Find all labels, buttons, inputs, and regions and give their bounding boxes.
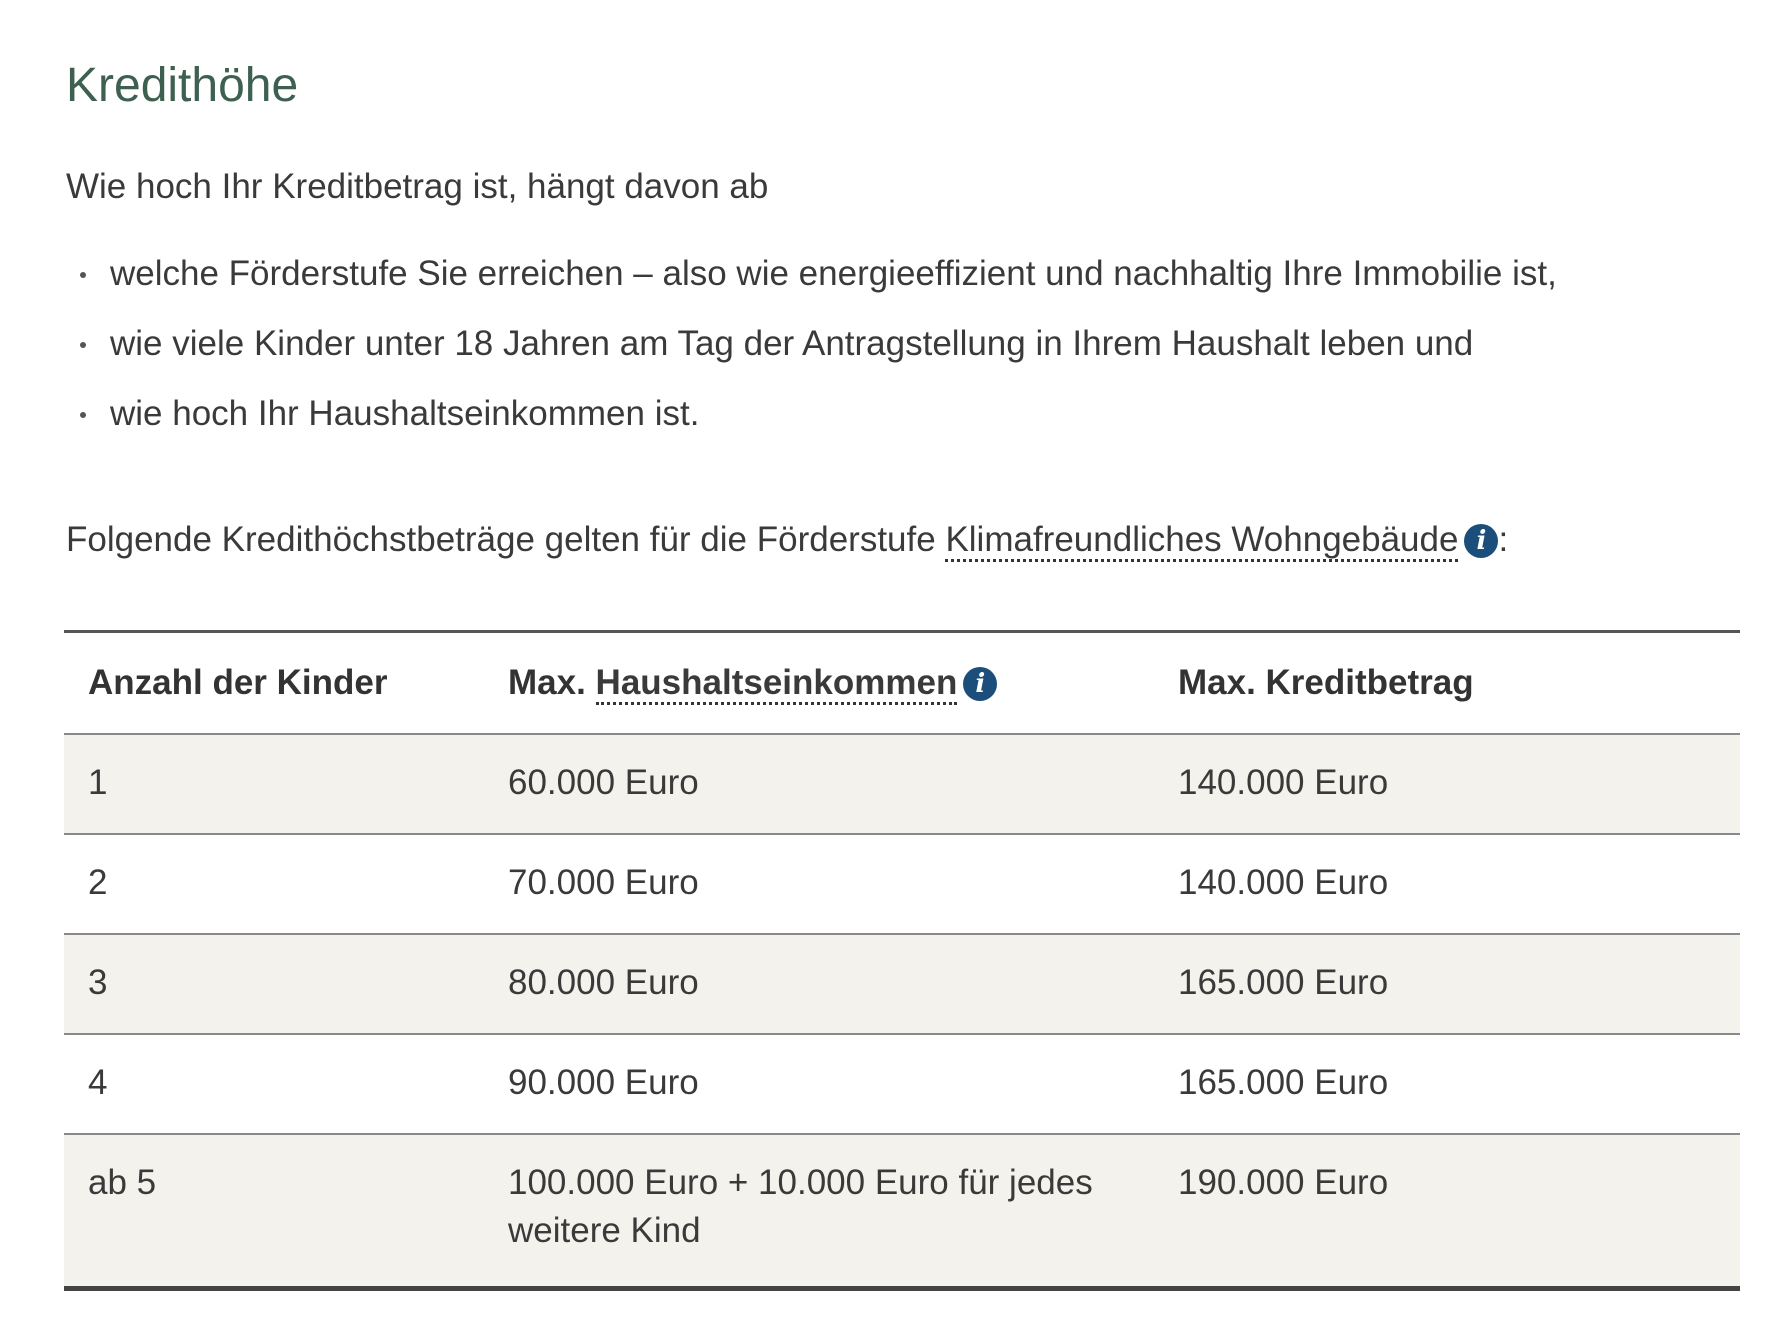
intro-text: Wie hoch Ihr Kreditbetrag ist, hängt davon ab [66,167,769,206]
section-title: Kredithöhe [66,59,299,112]
cell-kinder: ab 5 [88,1163,157,1202]
cell-kredit: 190.000 Euro [1178,1163,1389,1202]
term-haushaltseinkommen[interactable]: Haushaltseinkommen [596,663,958,705]
cell-kinder: 2 [88,863,108,902]
cell-kinder: 4 [88,1063,108,1102]
foerderstufe-suffix: : [1498,520,1509,559]
term-klimafreundliches-wohngebaeude[interactable]: Klimafreundliches Wohngebäude [945,520,1458,562]
kredit-table [64,630,1740,1291]
header-anzahl-kinder: Anzahl der Kinder [88,663,388,702]
list-item-text: welche Förderstufe Sie erreichen – also wie energieeffizient und nachhaltig Ihre Immobilie ist, [110,254,1557,293]
info-icon[interactable]: i [963,667,997,701]
cell-kredit: 165.000 Euro [1178,963,1389,1002]
header-max-kreditbetrag: Max. Kreditbetrag [1178,663,1474,702]
table-row [64,834,1740,934]
criteria-list [66,252,1557,462]
list-item-text: wie viele Kinder unter 18 Jahren am Tag der Antragstellung in Ihrem Haushalt leben und [110,324,1474,363]
list-item [66,322,1557,366]
list-item [66,252,1557,296]
bullet-icon [80,412,86,418]
cell-kinder: 3 [88,963,108,1002]
cell-einkommen: 60.000 Euro [508,763,699,802]
header-prefix: Max. [508,663,596,702]
kredit-table-wrapper [64,630,1740,1291]
list-item-text: wie hoch Ihr Haushaltseinkommen ist. [110,394,700,433]
info-icon[interactable]: i [1464,524,1498,558]
table-row [64,1034,1740,1134]
list-item [66,392,1557,436]
bullet-icon [80,342,86,348]
cell-kredit: 165.000 Euro [1178,1063,1389,1102]
foerderstufe-text [66,518,1508,562]
cell-kredit: 140.000 Euro [1178,863,1389,902]
foerderstufe-prefix: Folgende Kredithöchstbeträge gelten für die Förderstufe [66,520,946,559]
table-row [64,934,1740,1034]
table-header-row [64,632,1740,735]
table-row [64,1134,1740,1288]
bullet-icon [80,272,86,278]
cell-einkommen: 90.000 Euro [508,1063,699,1102]
table-row [64,734,1740,834]
cell-kinder: 1 [88,763,108,802]
cell-einkommen: 100.000 Euro + 10.000 Euro für jedes weitere Kind [508,1163,1093,1250]
cell-kredit: 140.000 Euro [1178,763,1389,802]
header-max-haushaltseinkommen [484,632,1154,735]
cell-einkommen: 80.000 Euro [508,963,699,1002]
cell-einkommen: 70.000 Euro [508,863,699,902]
